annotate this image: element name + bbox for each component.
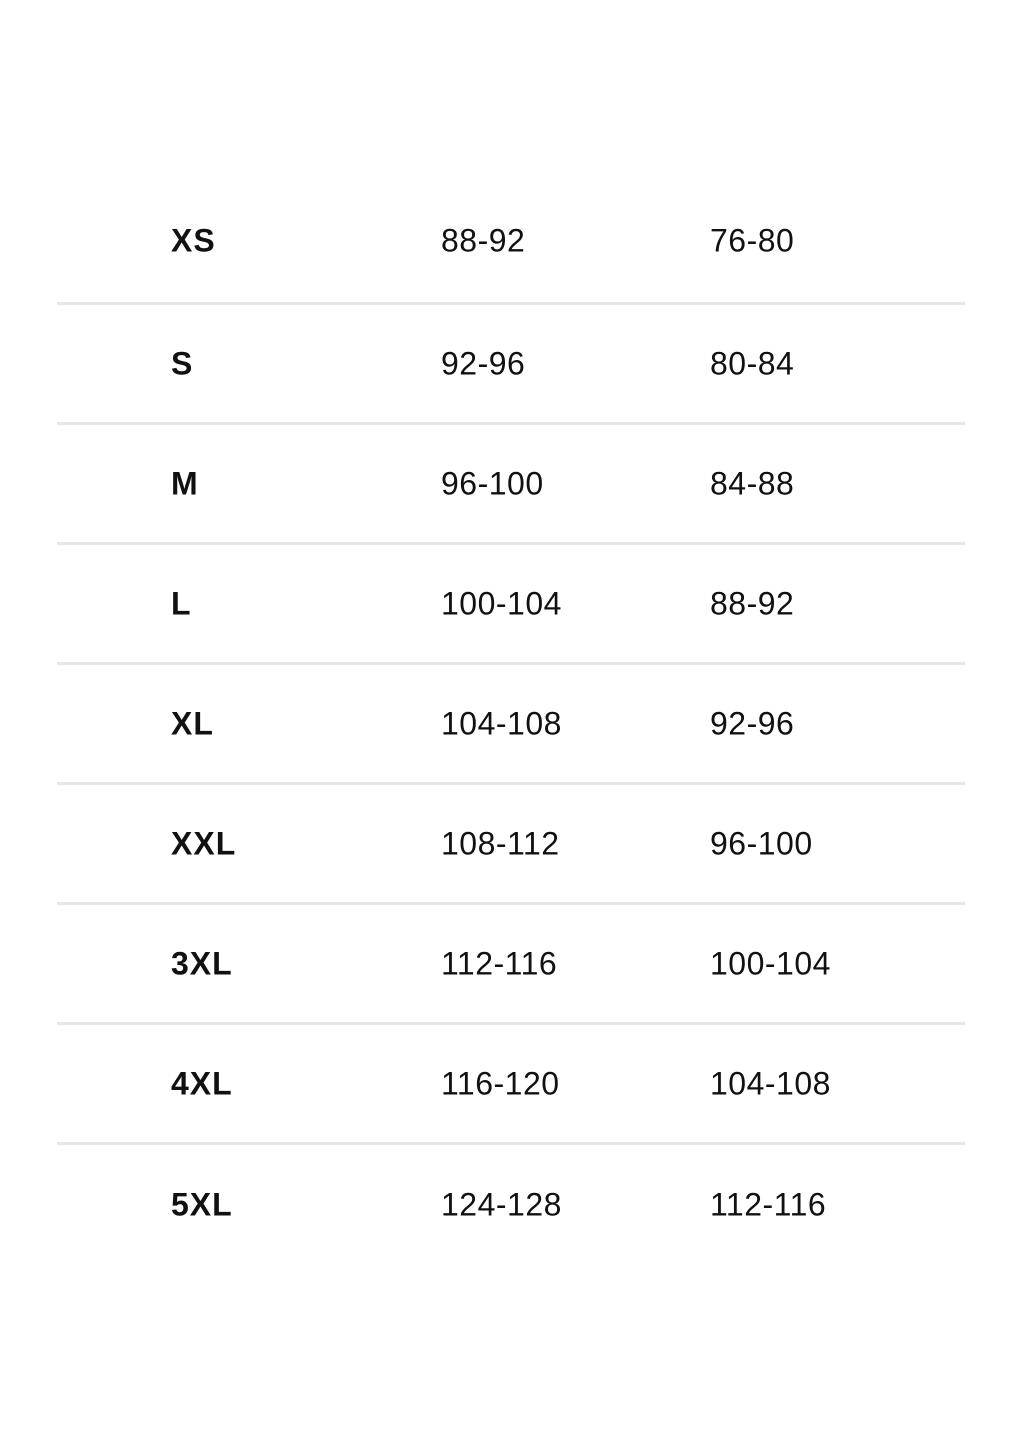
size-label: M (171, 465, 199, 501)
size-label: 3XL (171, 945, 233, 981)
waist-value: 88-92 (710, 585, 795, 621)
chest-value: 124-128 (441, 1186, 562, 1223)
waist-value: 104-108 (710, 1065, 831, 1101)
chest-value: 104-108 (441, 705, 562, 741)
waist-value: 84-88 (710, 465, 795, 501)
chest-value: 100-104 (441, 585, 562, 621)
size-label: L (171, 585, 192, 621)
table-row (57, 665, 965, 785)
chest-value: 116-120 (441, 1065, 560, 1101)
table-row (57, 545, 965, 665)
table-row (57, 180, 965, 305)
waist-value: 76-80 (710, 222, 795, 259)
size-label: XXL (171, 825, 237, 861)
table-row (57, 1025, 965, 1145)
waist-value: 100-104 (710, 945, 831, 981)
size-label: XL (171, 705, 214, 741)
waist-value: 96-100 (710, 825, 813, 861)
table-row (57, 785, 965, 905)
chest-value: 92-96 (441, 345, 526, 381)
size-label: S (171, 345, 194, 381)
waist-value: 80-84 (710, 345, 795, 381)
chest-value: 96-100 (441, 465, 544, 501)
chest-value: 112-116 (441, 945, 558, 981)
waist-value: 112-116 (710, 1186, 827, 1223)
size-label: 4XL (171, 1065, 233, 1101)
size-label: 5XL (171, 1186, 233, 1223)
size-chart-table (57, 180, 965, 1265)
table-row (57, 905, 965, 1025)
chest-value: 108-112 (441, 825, 560, 861)
chest-value: 88-92 (441, 222, 526, 259)
table-row (57, 305, 965, 425)
size-label: XS (171, 222, 216, 259)
table-row (57, 425, 965, 545)
waist-value: 92-96 (710, 705, 795, 741)
table-row (57, 1145, 965, 1265)
